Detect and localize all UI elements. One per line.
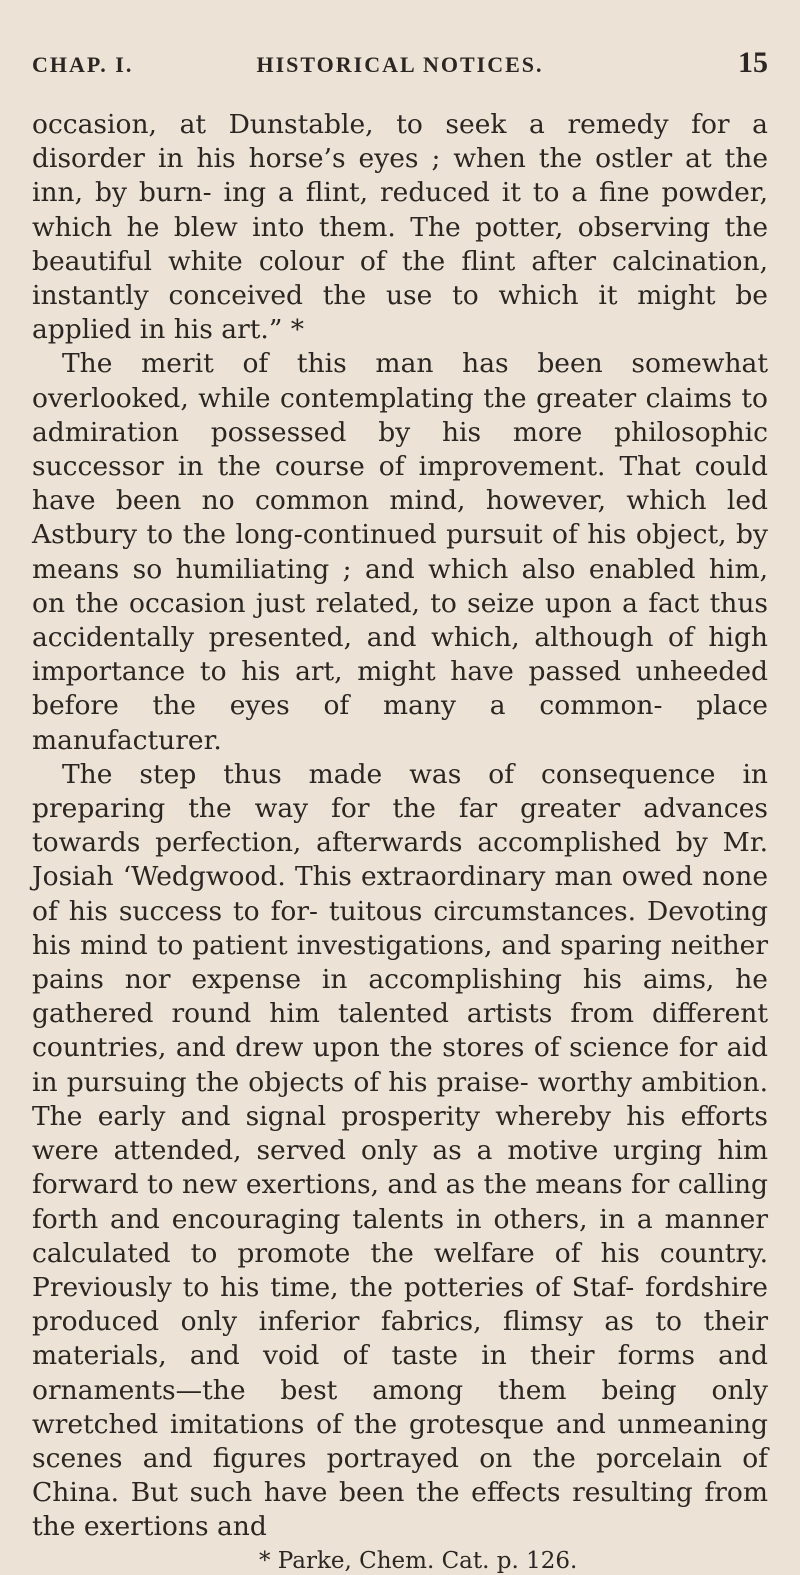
footnote: * Parke, Chem. Cat. p. 126. <box>259 1547 578 1574</box>
paragraph-1: occasion, at Dunstable, to seek a remedy for a disorder in his horse’s eyes ; when the ostler at the inn, by burn- ing a flint, reduced it to a fine powder, which he blew into them. The potter, observing the beautiful white colour of the flint after calcination, instantly conceived the use to which it might be applied in his art.” * <box>32 109 768 346</box>
running-head <box>32 46 768 82</box>
paragraph-3: The step thus made was of consequence in preparing the way for the far greater advances towards perfection, afterwards accomplished by Mr. Josiah ‘Wedgwood. This extraordinary man owed none of his success to for- tuitous circumstances. Devoting his mind to patient investigations, and sparing neither pains nor expense in accomplishing his aims, he gathered round him talented artists from different countries, and drew upon the stores of science for aid in pursuing the objects of his praise- worthy ambition. The early and signal prosperity whereby his efforts were attended, served only as a motive urging him forward to new exertions, and as the means for calling forth and encouraging talents in others, in a manner calculated to promote the welfare of his country. Previously to his time, the potteries of Staf- fordshire produced only inferior fabrics, flimsy as to their materials, and void of taste in their forms and ornaments—the best among them being only wretched imitations of the grotesque and unmeaning scenes and figures portrayed on the porcelain of China. But such have been the effects resulting from the exertions and <box>32 758 768 1543</box>
section-title: HISTORICAL NOTICES. <box>256 52 544 77</box>
chapter-label: CHAP. I. <box>32 52 134 77</box>
body-text <box>32 108 768 1545</box>
page-number: 15 <box>738 46 768 79</box>
paragraph-2: The merit of this man has been somewhat overlooked, while contemplating the greater claims to admiration possessed by his more philosophic successor in the course of improvement. That could have been no common mind, however, which led Astbury to the long-continued pursuit of his object, by means so humiliating ; and which also enabled him, on the occasion just related, to seize upon a fact thus accidentally presented, and which, although of high importance to his art, might have passed unheeded before the eyes of many a common- place manufacturer. <box>32 348 768 756</box>
